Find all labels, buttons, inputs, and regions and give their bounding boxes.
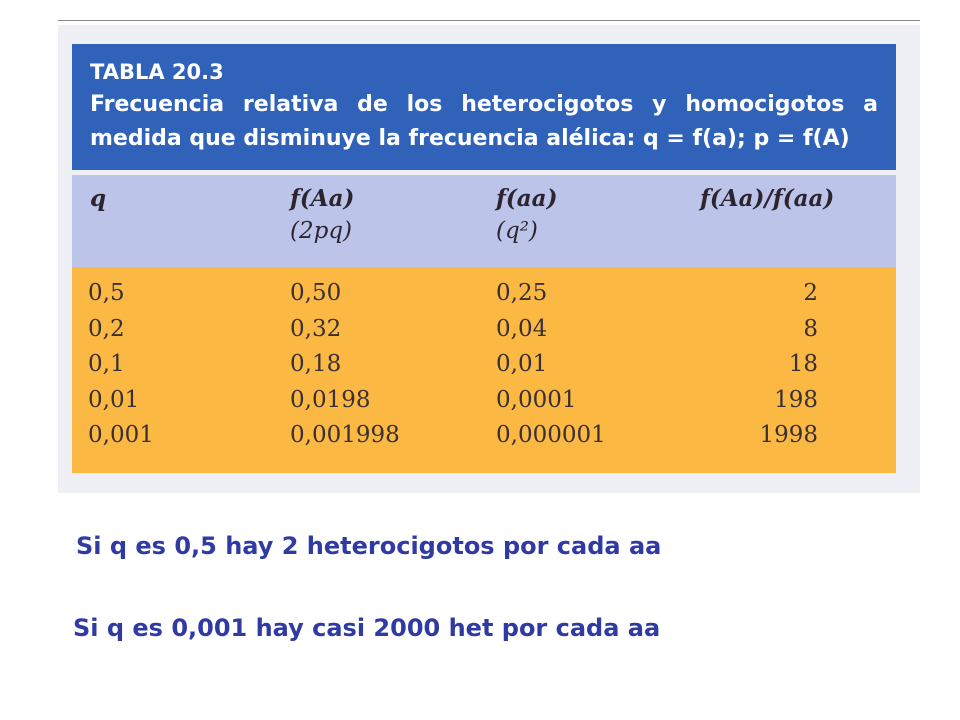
table-cell-q: 0,2 xyxy=(88,315,125,342)
table-label: TABLA 20.3 xyxy=(90,60,224,84)
column-header-q xyxy=(90,182,106,215)
table-cell-f-aa-hom: 0,0001 xyxy=(496,386,577,413)
table-cell-ratio: 18 xyxy=(788,351,818,377)
table-cell-q: 0,1 xyxy=(88,351,125,377)
table-cell-f-aa-het: 0,50 xyxy=(290,280,342,306)
table-cell-ratio: 2 xyxy=(803,280,818,306)
column-header-f-aa-hom-sub: (q²) xyxy=(496,218,538,244)
table-cell-ratio: 198 xyxy=(774,386,818,413)
column-header-q-main: q xyxy=(90,185,107,212)
column-header-ratio-main: f(Aa)/f(aa) xyxy=(700,185,835,212)
table-cell-q: 0,5 xyxy=(88,280,125,306)
column-header-f-aa-hom xyxy=(496,182,557,248)
note-line-1: Si q es 0,5 hay 2 heterocigotos por cada aa xyxy=(76,532,662,560)
table-cell-f-aa-hom: 0,25 xyxy=(496,280,548,306)
table-cell-ratio: 8 xyxy=(803,315,818,342)
column-header-ratio xyxy=(700,182,834,215)
top-divider xyxy=(58,20,920,21)
column-header-f-aa-het-main: f(Aa) xyxy=(290,185,355,212)
table-cell-ratio: 1998 xyxy=(759,422,818,448)
table-cell-f-aa-hom: 0,000001 xyxy=(496,422,606,448)
column-ratio-values xyxy=(700,276,818,454)
column-header-f-aa-hom-main: f(aa) xyxy=(496,185,558,212)
table-title-line-1: Frecuencia relativa de los heterocigotos y homocigotos a xyxy=(90,92,878,117)
table-cell-f-aa-het: 0,001998 xyxy=(290,422,400,448)
table-cell-q: 0,01 xyxy=(88,386,140,413)
column-header-f-aa-het-sub: (2pq) xyxy=(290,218,353,244)
table-cell-f-aa-hom: 0,04 xyxy=(496,315,548,342)
note-line-2: Si q es 0,001 hay casi 2000 het por cada aa xyxy=(73,614,661,642)
table-cell-f-aa-het: 0,32 xyxy=(290,315,342,342)
table-cell-q: 0,001 xyxy=(88,422,154,448)
table-cell-f-aa-het: 0,0198 xyxy=(290,386,371,413)
table-title-block xyxy=(72,44,896,170)
table-title-line-2: medida que disminuye la frecuencia alélica: q = f(a); p = f(A) xyxy=(90,126,850,151)
column-f-aa-het-values xyxy=(290,276,400,454)
column-header-f-aa-het xyxy=(290,182,354,248)
table-cell-f-aa-hom: 0,01 xyxy=(496,351,548,377)
column-f-aa-hom-values xyxy=(496,276,606,454)
column-q-values xyxy=(88,276,154,454)
table-cell-f-aa-het: 0,18 xyxy=(290,351,342,377)
